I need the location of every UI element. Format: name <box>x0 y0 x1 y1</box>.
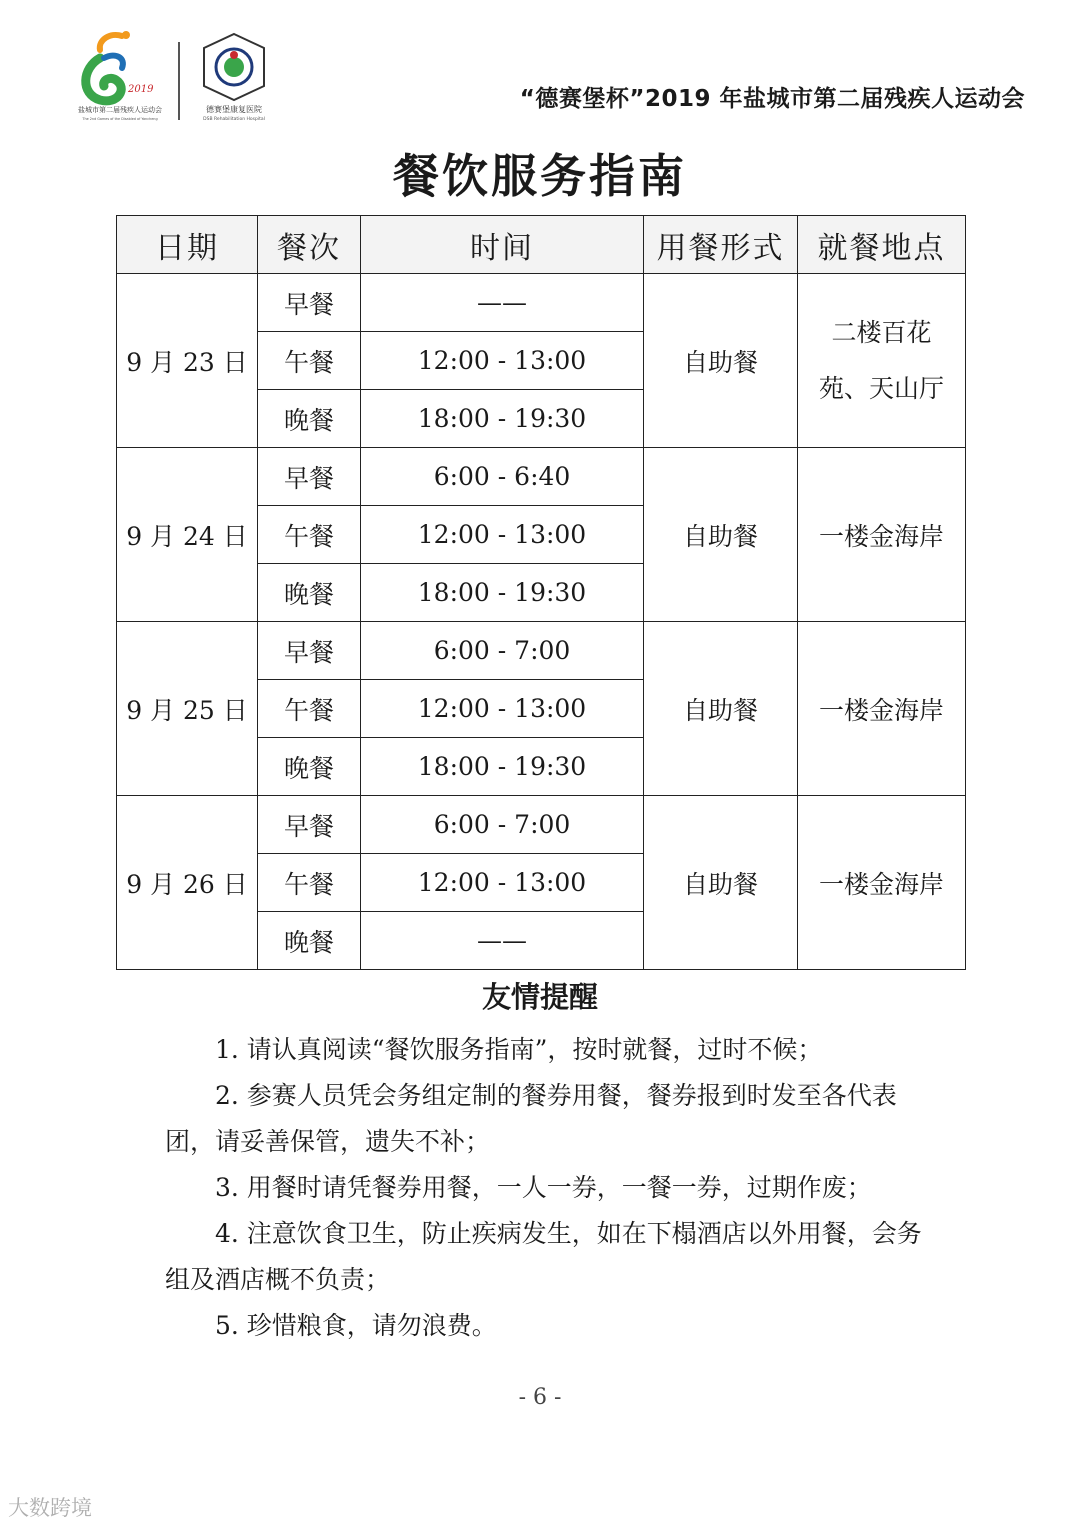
meal-cell: 午餐 <box>258 332 361 390</box>
time-cell: 6:00 - 7:00 <box>361 622 644 680</box>
reminder-list <box>165 1027 925 1349</box>
time-cell: 18:00 - 19:30 <box>361 738 644 796</box>
reminder-item: 4. 注意饮食卫生，防止疾病发生，如在下榻酒店以外用餐，会务组及酒店概不负责； <box>165 1219 922 1294</box>
meal-schedule-table <box>116 215 966 970</box>
header-time: 时间 <box>361 216 644 274</box>
table-row <box>117 796 966 854</box>
logo-year: 2019 <box>128 84 154 95</box>
time-cell: 12:00 - 13:00 <box>361 506 644 564</box>
reminder-item: 3. 用餐时请凭餐券用餐，一人一券，一餐一券，过期作废； <box>215 1173 872 1202</box>
location-cell: 二楼百花苑、天山厅 <box>798 274 966 448</box>
time-cell: 18:00 - 19:30 <box>361 390 644 448</box>
form-cell: 自助餐 <box>644 622 798 796</box>
time-cell: 18:00 - 19:30 <box>361 564 644 622</box>
meal-cell: 早餐 <box>258 448 361 506</box>
page-header <box>0 0 1080 130</box>
table-header-row <box>117 216 966 274</box>
meal-cell: 早餐 <box>258 274 361 332</box>
form-cell: 自助餐 <box>644 796 798 970</box>
header-date: 日期 <box>117 216 258 274</box>
table-row <box>117 622 966 680</box>
location-cell: 一楼金海岸 <box>798 622 966 796</box>
table-row <box>117 448 966 506</box>
logo-caption-en: The 2nd Games of the Disabled of Yancheng <box>82 117 158 121</box>
meal-cell: 午餐 <box>258 506 361 564</box>
time-cell: 12:00 - 13:00 <box>361 854 644 912</box>
time-cell: 6:00 - 6:40 <box>361 448 644 506</box>
meal-cell: 晚餐 <box>258 564 361 622</box>
date-cell: 9 月 24 日 <box>117 448 258 622</box>
games-logo <box>70 28 170 123</box>
time-cell: —— <box>361 912 644 970</box>
meal-cell: 晚餐 <box>258 390 361 448</box>
date-cell: 9 月 26 日 <box>117 796 258 970</box>
date-cell: 9 月 25 日 <box>117 622 258 796</box>
location-cell: 一楼金海岸 <box>798 796 966 970</box>
table-row <box>117 274 966 332</box>
reminder-item: 5. 珍惜粮食，请勿浪费。 <box>215 1311 497 1340</box>
event-title: “德赛堡杯”2019 年盐城市第二届残疾人运动会 <box>519 86 1025 112</box>
time-cell: —— <box>361 274 644 332</box>
header-location: 就餐地点 <box>798 216 966 274</box>
location-cell: 一楼金海岸 <box>798 448 966 622</box>
hospital-caption-en: DSB Rehabilitation Hospital <box>203 117 265 122</box>
watermark: 大数跨境 <box>8 1496 92 1520</box>
reminder-title: 友情提醒 <box>481 980 598 1014</box>
time-cell: 12:00 - 13:00 <box>361 332 644 390</box>
meal-cell: 午餐 <box>258 854 361 912</box>
page-title: 餐饮服务指南 <box>393 149 687 203</box>
meal-cell: 晚餐 <box>258 912 361 970</box>
hospital-logo <box>192 30 277 122</box>
reminder-item: 2. 参赛人员凭会务组定制的餐券用餐，餐券报到时发至各代表团，请妥善保管，遗失不补； <box>165 1081 897 1156</box>
logo-divider <box>178 42 180 120</box>
header-form: 用餐形式 <box>644 216 798 274</box>
meal-cell: 早餐 <box>258 796 361 854</box>
meal-cell: 早餐 <box>258 622 361 680</box>
time-cell: 12:00 - 13:00 <box>361 680 644 738</box>
form-cell: 自助餐 <box>644 448 798 622</box>
meal-cell: 晚餐 <box>258 738 361 796</box>
header-meal: 餐次 <box>258 216 361 274</box>
logo-caption: 盐城市第二届残疾人运动会 <box>78 106 162 114</box>
hospital-caption: 德赛堡康复医院 <box>206 105 262 114</box>
date-cell: 9 月 23 日 <box>117 274 258 448</box>
reminder-item: 1. 请认真阅读“餐饮服务指南”，按时就餐，过时不候； <box>215 1035 823 1064</box>
meal-cell: 午餐 <box>258 680 361 738</box>
page-number: - 6 - <box>518 1385 562 1410</box>
time-cell: 6:00 - 7:00 <box>361 796 644 854</box>
form-cell: 自助餐 <box>644 274 798 448</box>
